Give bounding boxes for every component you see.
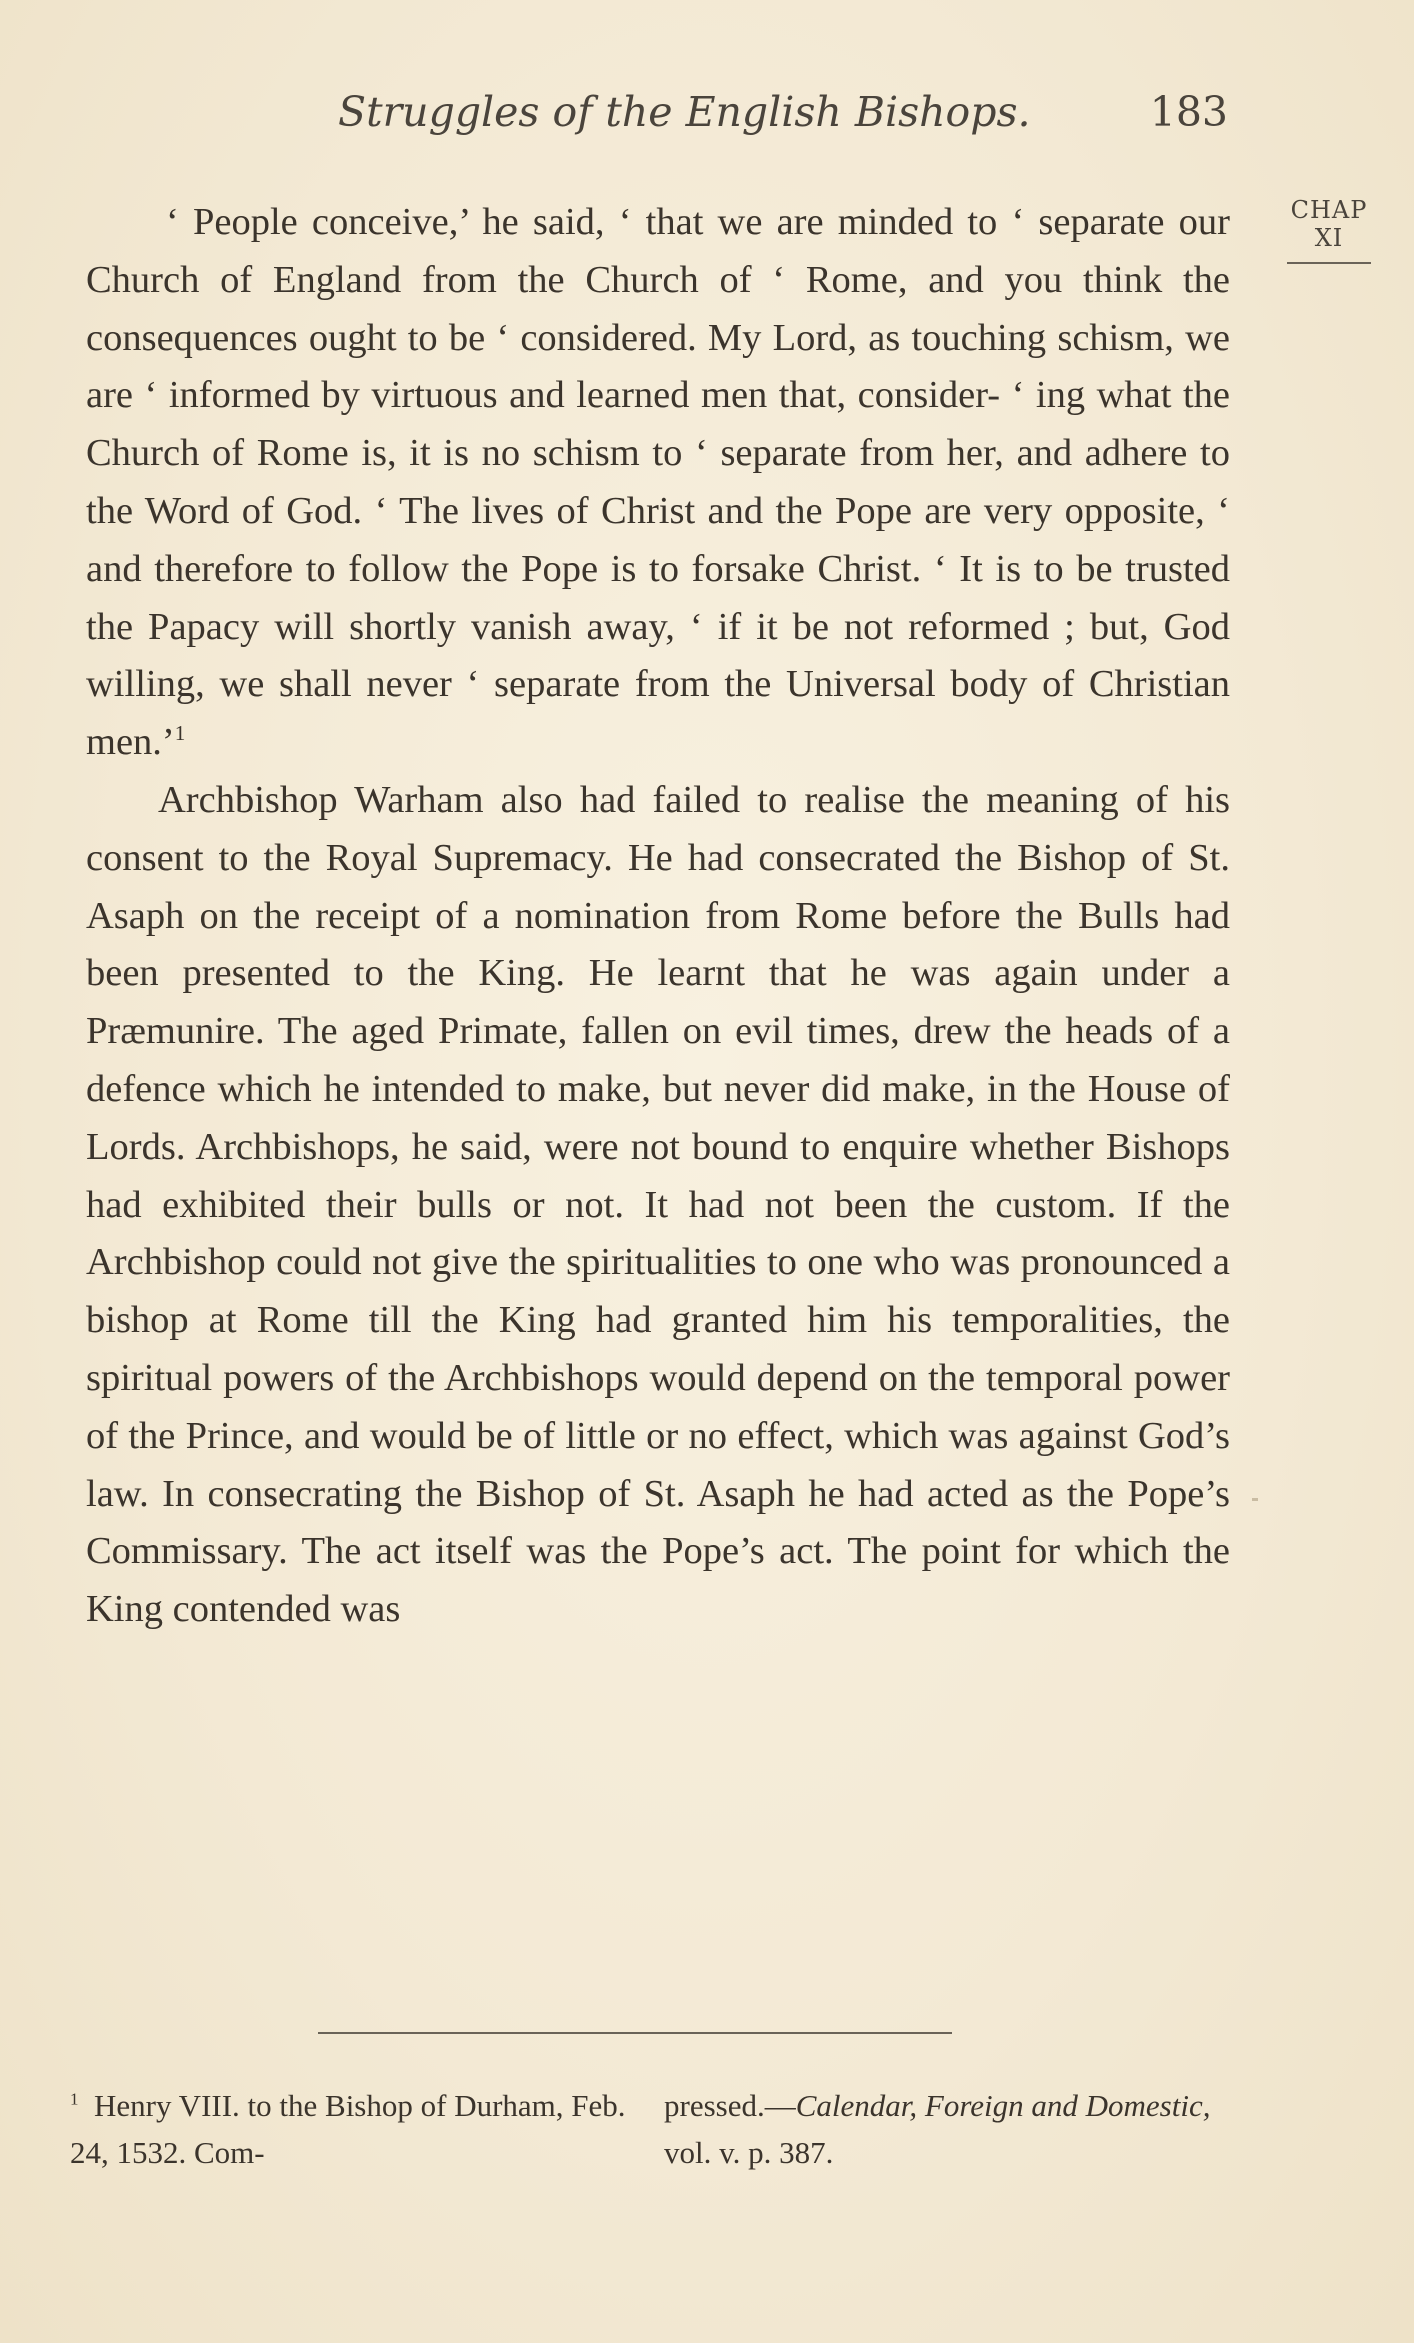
main-text: [86, 194, 1230, 1639]
footnote-reference: 1: [174, 721, 186, 746]
footnote-citation-title: Calendar, Foreign and Domestic,: [795, 2088, 1211, 2123]
footnote-right-column: [664, 2082, 1230, 2176]
paragraph-2: Archbishop Warham also had failed to realise the meaning of his consent to the Royal Supremacy. He had consecrated the Bishop of St. Asaph on the receipt of a nomination from Rome before the Bulls had been presented to the King. He learnt that he was again under a Præmunire. The aged Primate, fallen on evil times, drew the heads of a defence which he intended to make, but never did make, in the House of Lords. Archbishops, he said, were not bound to enquire whether Bishops had exhibited their bulls or not. It had not been the custom. If the Archbishop could not give the spiritualities to one who was pronounced a bishop at Rome till the King had granted him his temporalities, the spiritual powers of the Archbishops would depend on the temporal power of the Prince, and would be of little or no effect, which was against God’s law. In consecrating the Bishop of St. Asaph he had acted as the Pope’s Commissary. The act itself was the Pope’s act. The point for which the King contended was: [86, 778, 1230, 1631]
footnote-marker: 1: [70, 2089, 79, 2109]
page-number: 183: [1149, 88, 1228, 136]
margin-rule: [1287, 262, 1371, 264]
footnote-left-column: [70, 2082, 630, 2176]
page-header: [88, 88, 1228, 148]
running-title: Struggles of the English Bishops.: [338, 88, 1031, 136]
chapter-label: CHAP: [1290, 196, 1368, 224]
chapter-number: XI: [1314, 224, 1344, 252]
paragraph-1-text: ‘ People conceive,’ he said, ‘ that we are minded to ‘ separate our Church of England from the Church of ‘ Rome, and you think the consequences ought to be ‘ considered. My Lord, as touching schism, we are ‘ informed by virtuous and learned men that, consider- ‘ ing what the Church of Rome is, it is no schism to ‘ separate from her, and adhere to the Word of God. ‘ The lives of Christ and the Pope are very opposite, ‘ and therefore to follow the Pope is to forsake Christ. ‘ It is to be trusted the Papacy will shortly vanish away, ‘ if it be not reformed ; but, God willing, we shall never ‘ separate from the Universal body of Christian men.’: [86, 201, 1230, 764]
paragraph-1: [86, 194, 1230, 772]
footnote-right-prefix: pressed.—: [664, 2088, 796, 2123]
footnote-citation-volume: vol. v. p. 387.: [664, 2135, 834, 2170]
chapter-margin-note: [1284, 196, 1374, 264]
footnote-left-text: Henry VIII. to the Bishop of Durham, Feb. 24, 1532. Com-: [70, 2088, 626, 2170]
footnote-divider: [318, 2032, 952, 2034]
print-mark: [1252, 1498, 1258, 1501]
